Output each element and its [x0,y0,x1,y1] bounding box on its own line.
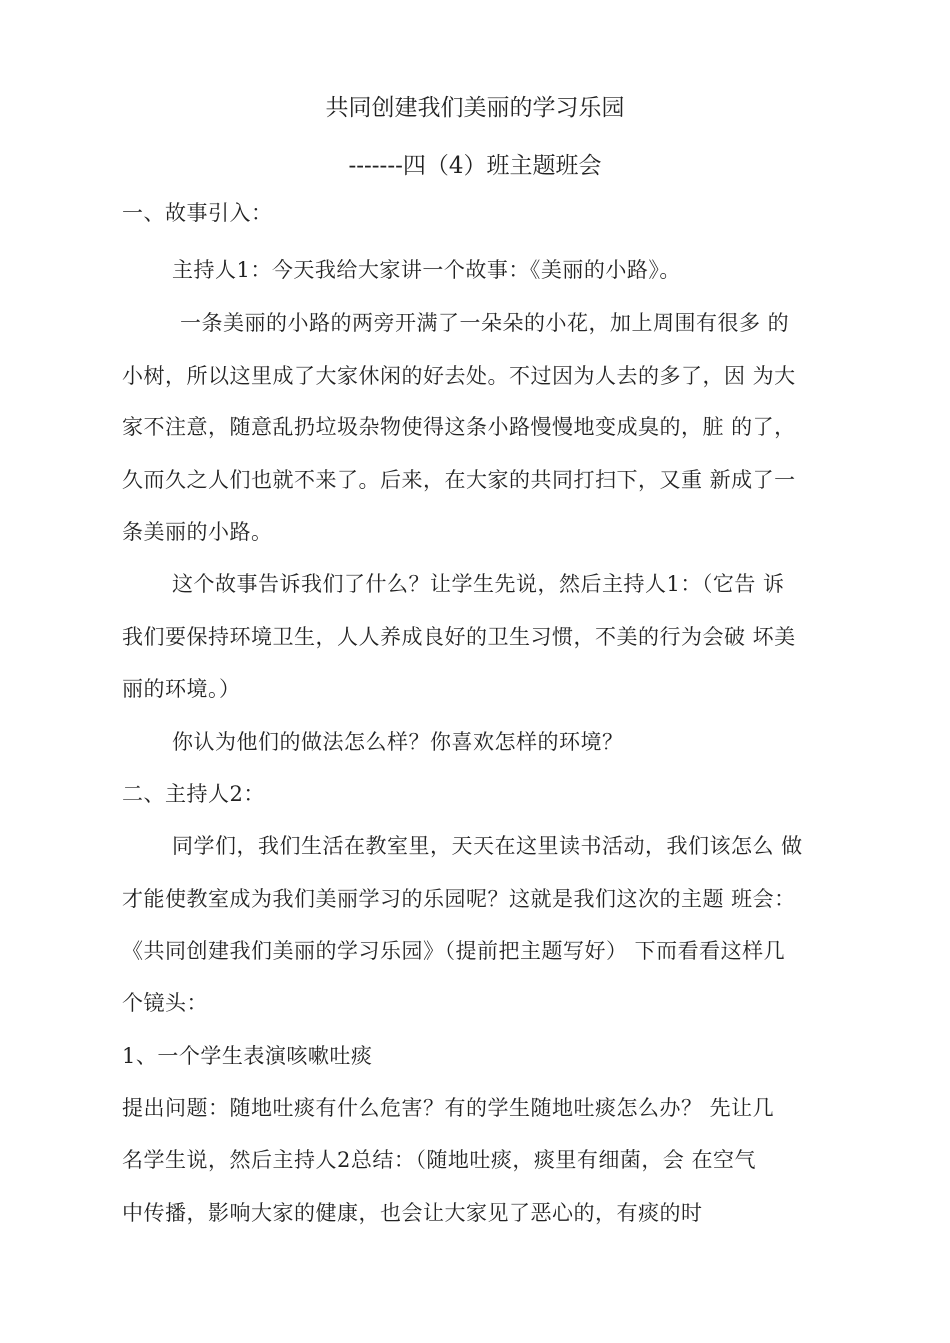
paragraph-line: 个镜头： [122,991,208,1015]
paragraph-line: 丽的环境。） [122,677,241,701]
paragraph-line: 家不注意，随意乱扔垃圾杂物使得这条小路慢慢地变成臭的，脏 的了， [122,415,796,439]
paragraph-line: 主持人1：今天我给大家讲一个故事：《美丽的小路》。 [172,258,681,282]
paragraph-line: 才能使教室成为我们美丽学习的乐园呢？这就是我们这次的主题 班会： [122,887,796,911]
paragraph-line: 我们要保持环境卫生，人人养成良好的卫生习惯，不美的行为会破 坏美 [122,625,796,649]
document-subtitle: -------四（4）班主题班会 [348,153,602,179]
paragraph-line: 条美丽的小路。 [122,520,273,544]
list-item-heading: 1、一个学生表演咳嗽吐痰 [122,1044,373,1068]
paragraph-line: 这个故事告诉我们了什么？让学生先说，然后主持人1：（它告 诉 [172,572,785,596]
document-title: 共同创建我们美丽的学习乐园 [325,95,625,121]
paragraph-line: 中传播，影响大家的健康，也会让大家见了恶心的，有痰的时 [122,1201,703,1225]
section-heading-1: 一、故事引入： [122,201,273,225]
paragraph-line: 名学生说，然后主持人2总结：（随地吐痰，痰里有细菌，会 在空气 [122,1148,757,1172]
paragraph-line: 久而久之人们也就不来了。后来，在大家的共同打扫下，又重 新成了一 [122,468,796,492]
paragraph-line: 同学们，我们生活在教室里，天天在这里读书活动，我们该怎么 做 [172,834,803,858]
paragraph-line: 《共同创建我们美丽的学习乐园》（提前把主题写好） 下而看看这样几 [122,939,786,963]
paragraph-line: 提出问题：随地吐痰有什么危害？有的学生随地吐痰怎么办？ 先让几 [122,1096,775,1120]
paragraph-line: 一条美丽的小路的两旁开满了一朵朵的小花，加上周围有很多 的 [180,311,790,335]
paragraph-line: 小树，所以这里成了大家休闲的好去处。不过因为人去的多了，因 为大 [122,364,796,388]
paragraph-line: 你认为他们的做法怎么样？你喜欢怎样的环境？ [172,730,624,754]
section-heading-2: 二、主持人2： [122,782,265,806]
